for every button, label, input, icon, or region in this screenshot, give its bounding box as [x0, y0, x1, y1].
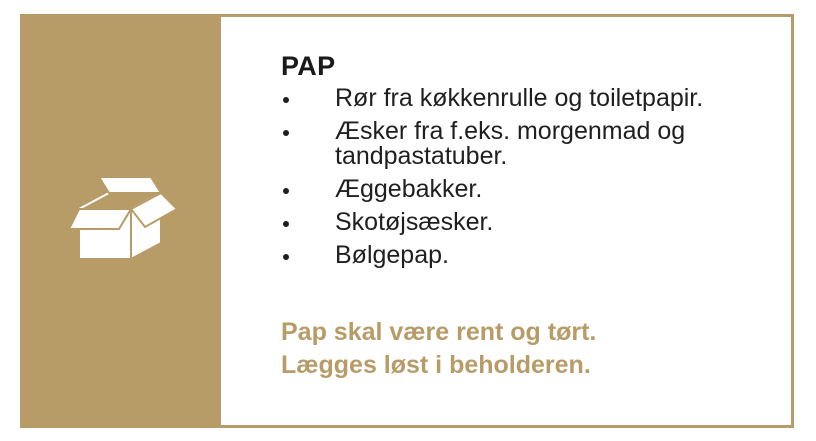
- list-item: [281, 243, 771, 268]
- list-item: [281, 177, 771, 202]
- note-line-1: Pap skal være rent og tørt.: [281, 318, 597, 346]
- bullet: [283, 254, 289, 260]
- bullet: [283, 130, 289, 136]
- title: PAP: [281, 51, 336, 81]
- bullet: [283, 188, 289, 194]
- list-item-text: Æggebakker.: [335, 175, 483, 203]
- bullet: [283, 97, 289, 103]
- list-item: [281, 119, 771, 169]
- content: [281, 51, 771, 382]
- list-item-text: Æsker fra f.eks. morgenmad og tandpastatuber.: [335, 117, 686, 170]
- list-item-text: Skotøjsæsker.: [335, 208, 494, 236]
- side-panel: [23, 17, 221, 425]
- cardboard-box-icon: [69, 177, 179, 261]
- info-card: [20, 14, 794, 428]
- item-list: [281, 86, 771, 268]
- note-line-2: Lægges løst i beholderen.: [281, 351, 591, 379]
- list-item: [281, 210, 771, 235]
- note: [281, 316, 771, 382]
- list-item: [281, 86, 771, 111]
- list-item-text: Bølgepap.: [335, 241, 449, 269]
- list-item-text: Rør fra køkkenrulle og toiletpapir.: [335, 84, 704, 112]
- bullet: [283, 221, 289, 227]
